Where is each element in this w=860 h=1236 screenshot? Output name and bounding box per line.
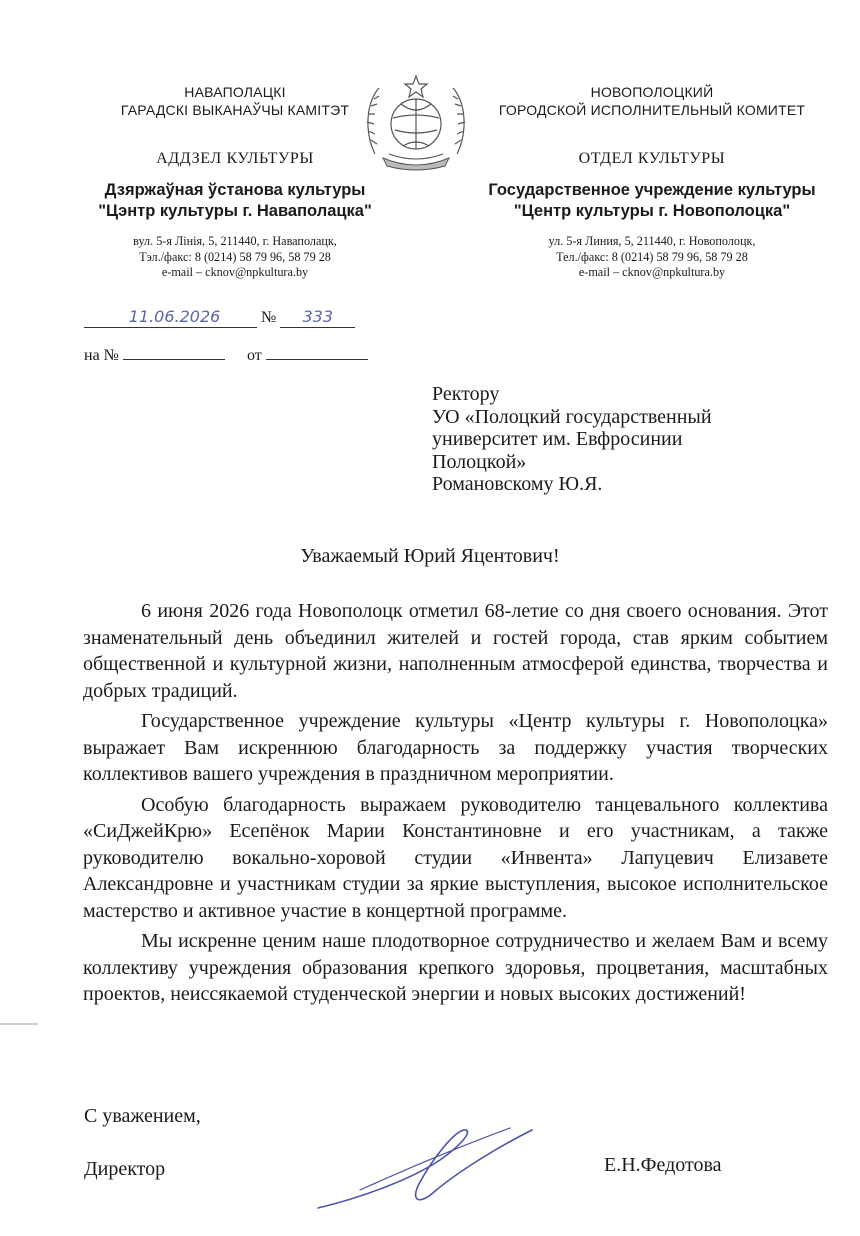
body-paragraph: 6 июня 2026 года Новополоцк отметил 68-летие со дня своего основания. Этот знаменательный день объединил жителей и гостей города, став ярким событием общественной и культурной жизни, наполненным атмосферой единства, творчества и добрых традиций. — [83, 600, 828, 702]
addressee-line: Полоцкой» — [432, 450, 527, 473]
from-blank — [266, 345, 368, 360]
address-line: ул. 5-я Линия, 5, 211440, г. Новополоцк, — [548, 234, 756, 248]
institution-line: "Цэнтр культуры г. Наваполацка" — [98, 202, 372, 220]
institution-line: "Центр культуры г. Новополоцка" — [513, 202, 791, 220]
handwritten-number: 333 — [302, 307, 334, 326]
address-line: вул. 5-я Лінія, 5, 211440, г. Наваполацк, — [133, 234, 337, 248]
phone-line: Тэл./факс: 8 (0214) 58 79 96, 58 79 28 — [139, 249, 331, 264]
greeting: Уважаемый Юрий Яцентович! — [300, 545, 560, 567]
body-paragraph: Мы искренне ценим наше плодотворное сотрудничество и желаем Вам и всему коллективу учреждения образования крепкого здоровья, процветания, масштабных проектов, неиссякаемой студенческой энергии и новых высоких достижений! — [83, 930, 828, 1005]
body-paragraph: Государственное учреждение культуры «Центр культуры г. Новополоцка» выражает Вам искреннюю благодарность за поддержку участия творческих коллективов вашего учреждения в праздничном мероприятии. — [83, 710, 828, 785]
committee-line: НОВОПОЛОЦКИЙ — [590, 84, 714, 100]
phone-line: Тел./факс: 8 (0214) 58 79 96, 58 79 28 — [556, 249, 748, 264]
addressee-line: университет им. Евфросинии — [432, 428, 683, 450]
header-left-contacts — [60, 234, 410, 281]
committee-line: НАВАПОЛАЦКІ — [184, 84, 286, 100]
handwritten-signature — [300, 1120, 540, 1220]
ref-label: на № — [84, 347, 119, 364]
institution-line: Дзяржаўная ўстанова культуры — [104, 181, 366, 199]
addressee-line: Ректору — [432, 383, 500, 405]
header-right-contacts — [452, 234, 852, 281]
institution-line: Государственное учреждение культуры — [488, 181, 816, 199]
addressee-line: Романовскому Ю.Я. — [432, 473, 603, 495]
reference-line — [84, 345, 404, 365]
header-right-department: ОТДЕЛ КУЛЬТУРЫ — [578, 150, 726, 167]
letter-body — [83, 598, 828, 1012]
number-field — [280, 307, 355, 328]
header-left-department: АДДЗЕЛ КУЛЬТУРЫ — [156, 150, 314, 167]
header-left-committee — [60, 83, 410, 119]
registration-line — [84, 307, 384, 328]
header-right-institution — [452, 180, 852, 222]
ref-blank — [123, 345, 225, 360]
committee-line: ГОРОДСКОЙ ИСПОЛНИТЕЛЬНЫЙ КОМИТЕТ — [498, 102, 806, 118]
addressee-block — [432, 383, 832, 496]
email-line: e-mail – cknov@npkultura.by — [578, 265, 726, 279]
addressee-line: УО «Полоцкий государственный — [432, 405, 712, 428]
header-right-committee — [452, 83, 852, 119]
signatory-name: Е.Н.Федотова — [604, 1154, 722, 1176]
committee-line: ГАРАДСКІ ВЫКАНАЎЧЫ КАМІТЭТ — [120, 102, 350, 118]
date-field — [84, 307, 257, 328]
closing-phrase: С уважением, — [84, 1105, 201, 1127]
body-paragraph: Особую благодарность выражаем руководителю танцевального коллектива «СиДжейКрю» Есепёнок Марии Константиновне и его участникам, а также руководителю вокально-хоровой студии «Инвента» Лапуцевич Елизавете Александровне и участникам студии за яркие выступления, высокое исполнительское мастерство и активное участие в концертной программе. — [83, 793, 828, 922]
header-left-institution — [60, 180, 410, 222]
scan-edge-mark — [0, 1023, 38, 1025]
email-line: e-mail – cknov@npkultura.by — [161, 265, 309, 279]
from-label: от — [246, 347, 262, 364]
handwritten-date: 11.06.2026 — [128, 307, 221, 326]
signatory-position: Директор — [84, 1158, 166, 1180]
number-label: № — [261, 309, 277, 326]
